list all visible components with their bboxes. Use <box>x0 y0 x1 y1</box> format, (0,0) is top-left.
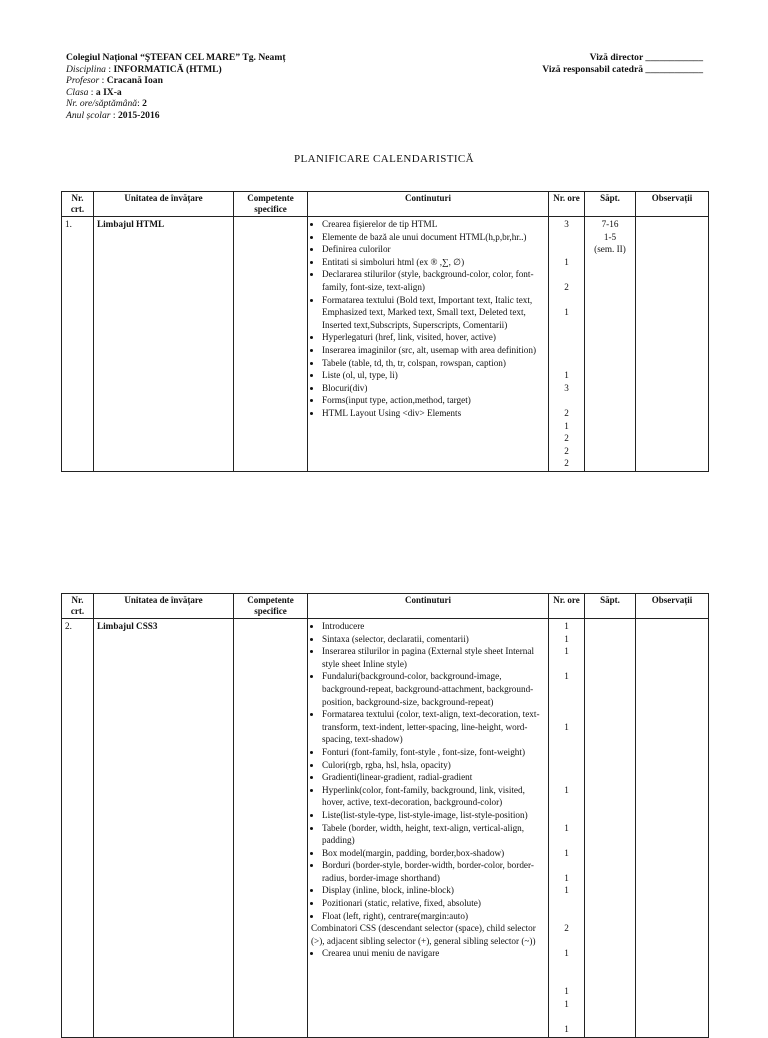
hours-label: Nr. ore/săptămână <box>66 98 138 110</box>
ore-value <box>549 973 584 986</box>
content-item: • Fonturi (font-family, font-style , font-size, font-weight) <box>322 746 545 759</box>
content-item: • Crearea fișierelor de tip HTML <box>322 218 545 231</box>
content-item: • Hyperlegaturi (href, link, visited, hover, active) <box>322 331 545 344</box>
sapt-line: (sem. II) <box>594 244 626 255</box>
ore-value <box>549 935 584 948</box>
ore-value <box>549 859 584 872</box>
teacher-value: Cracană Ioan <box>106 75 163 87</box>
year-value: 2015-2016 <box>117 109 160 121</box>
ore-value: 1 <box>564 1024 569 1034</box>
content-item: • Tabele (border, width, height, text-align, vertical-align, padding) <box>322 822 545 847</box>
planning-table-html <box>61 191 709 472</box>
ore-value: 2 <box>564 433 569 444</box>
row-comp <box>234 619 308 1038</box>
content-item: • Blocuri(div) <box>322 382 545 395</box>
sapt-line: 1-5 <box>603 231 617 242</box>
ore-value <box>549 771 584 784</box>
ore-value: 1 <box>564 948 569 959</box>
content-item: • Forms(input type, action,method, target) <box>322 394 545 407</box>
ore-value: 1 <box>564 646 569 657</box>
content-item: • Float (left, right), centrare(margin:auto) <box>322 910 545 923</box>
discipline-value: INFORMATICĂ (HTML) <box>113 63 222 75</box>
col-ore-header: Nr. ore <box>549 594 585 619</box>
content-item: • Liste (ol, ul, type, li) <box>322 369 545 382</box>
content-list <box>311 218 545 420</box>
ore-value: 1 <box>564 370 569 381</box>
ore-value <box>549 394 584 407</box>
ore-value: 1 <box>564 633 569 644</box>
ore-value <box>549 708 584 721</box>
planning-table-css <box>61 593 709 1038</box>
ore-value <box>549 231 584 244</box>
table-row <box>62 217 709 472</box>
ore-value: 1 <box>564 872 569 883</box>
visa-head: Viză responsabil catedră ____________ <box>542 63 703 75</box>
ore-value <box>549 796 584 809</box>
content-item: • Hyperlink(color, font-family, background, link, visited, hover, active, text-decoration, background-color) <box>322 784 545 809</box>
ore-value <box>549 834 584 847</box>
ore-value: 2 <box>564 923 569 934</box>
col-comp-header: Competente specifice <box>234 594 308 619</box>
ore-value: 1 <box>564 784 569 795</box>
row-obs <box>636 217 709 472</box>
ore-value <box>549 357 584 370</box>
document-header-right <box>542 52 703 75</box>
row-obs <box>636 619 709 1038</box>
row-ore <box>549 217 585 472</box>
ore-value: 1 <box>564 721 569 732</box>
ore-value: 2 <box>564 281 569 292</box>
ore-value: 2 <box>564 458 569 469</box>
ore-value <box>549 243 584 256</box>
table-row <box>62 619 709 1038</box>
col-unit-header: Unitatea de învățare <box>94 594 234 619</box>
ore-value: 3 <box>564 219 569 229</box>
sapt-line: 7-16 <box>601 219 619 229</box>
row-sapt <box>585 217 636 472</box>
ore-value <box>549 910 584 923</box>
content-item: • Declararea stilurilor (style, background-color, color, font-family, font-size, text-align) <box>322 268 545 293</box>
content-item: • Inserarea imaginilor (src, alt, usemap with area definition) <box>322 344 545 357</box>
ore-value: 1 <box>564 420 569 431</box>
col-obs-header: Observații <box>636 594 709 619</box>
ore-value: 2 <box>564 445 569 456</box>
col-nr-header: Nr. crt. <box>62 192 94 217</box>
class-label: Clasa <box>66 86 89 98</box>
hours-line: Nr. ore/săptămână: 2 <box>66 98 147 110</box>
content-item: • Definirea culorilor <box>322 243 545 256</box>
ore-value: 1 <box>564 671 569 682</box>
content-item: • Inserarea stilurilor in pagina (External style sheet Internal style sheet Inline style) <box>322 645 545 670</box>
hours-value: 2 <box>142 98 147 110</box>
ore-value: 1 <box>564 847 569 858</box>
content-item: • Crearea unui meniu de navigare <box>322 947 545 960</box>
school-name: Colegiul Național “ŞTEFAN CEL MARE” Tg. Neamț <box>66 52 286 63</box>
content-item: Combinatori CSS (descendant selector (space), child selector (>), adjacent sibling selector (+), general sibling selector (~)) <box>311 923 536 946</box>
col-unit-header: Unitatea de învățare <box>94 192 234 217</box>
content-item: • Display (inline, block, inline-block) <box>322 884 545 897</box>
ore-value <box>549 319 584 332</box>
discipline-line: Disciplina : INFORMATICĂ (HTML) <box>66 63 222 75</box>
content-item: • Gradienti(linear-gradient, radial-gradient <box>322 771 545 784</box>
year-label: Anul școlar <box>66 109 111 121</box>
col-cont-header: Continuturi <box>308 594 549 619</box>
content-item: • Introducere <box>322 620 545 633</box>
row-comp <box>234 217 308 472</box>
ore-value: 3 <box>564 382 569 393</box>
ore-value <box>549 759 584 772</box>
content-item: • Formatarea textului (color, text-align, text-decoration, text-transform, text-indent, letter-spacing, line-height, word-spacing, text-shadow) <box>322 708 545 746</box>
year-line: Anul școlar : 2015-2016 <box>66 109 160 121</box>
ore-value <box>549 809 584 822</box>
ore-value <box>549 897 584 910</box>
ore-value: 1 <box>564 621 569 631</box>
col-comp-header: Competente specifice <box>234 192 308 217</box>
content-item: • Pozitionari (static, relative, fixed, absolute) <box>322 897 545 910</box>
content-item: • Elemente de bază ale unui document HTML(h,p,br,hr..) <box>322 231 545 244</box>
col-obs-header: Observații <box>636 192 709 217</box>
teacher-label: Profesor <box>66 75 100 87</box>
content-item: • Sintaxa (selector, declaratii, comentarii) <box>322 633 545 646</box>
ore-value <box>549 696 584 709</box>
row-cont <box>308 217 549 472</box>
col-nr-header: Nr. crt. <box>62 594 94 619</box>
row-sapt <box>585 619 636 1038</box>
row-nr: 2. <box>62 619 94 1038</box>
col-sapt-header: Săpt. <box>585 594 636 619</box>
table-header-row <box>62 594 709 619</box>
visa-director: Viză director ____________ <box>589 52 703 63</box>
row-nr: 1. <box>62 217 94 472</box>
content-item: • Borduri (border-style, border-width, border-color, border-radius, border-image shorthand) <box>322 859 545 884</box>
ore-value <box>549 344 584 357</box>
ore-value: 1 <box>564 307 569 318</box>
content-item: • Formatarea textului (Bold text, Important text, Italic text, Emphasized text, Marked text, Small text, Deleted text, Inserted text,Subscripts, Superscripts, Comentarii) <box>322 294 545 332</box>
ore-value <box>549 733 584 746</box>
ore-value: 1 <box>564 256 569 267</box>
row-unit: Limbajul CSS3 <box>94 619 234 1038</box>
content-list <box>311 620 545 960</box>
content-item: • Culori(rgb, rgba, hsl, hsla, opacity) <box>322 759 545 772</box>
class-value: a IX-a <box>95 86 122 98</box>
ore-value: 1 <box>564 822 569 833</box>
class-line: Clasa : a IX-a <box>66 86 122 98</box>
ore-value <box>549 683 584 696</box>
ore-value <box>549 746 584 759</box>
content-item: • Liste(list-style-type, list-style-image, list-style-position) <box>322 809 545 822</box>
content-item: • Tabele (table, td, th, tr, colspan, rowspan, caption) <box>322 357 545 370</box>
content-item: • HTML Layout Using <div> Elements <box>322 407 545 420</box>
document-header-left <box>66 52 286 122</box>
row-cont <box>308 619 549 1038</box>
page-title: PLANIFICARE CALENDARISTICĂ <box>294 153 474 165</box>
ore-value <box>549 1010 584 1023</box>
col-cont-header: Continuturi <box>308 192 549 217</box>
col-sapt-header: Săpt. <box>585 192 636 217</box>
ore-value: 1 <box>564 885 569 896</box>
ore-value <box>549 268 584 281</box>
ore-value <box>549 658 584 671</box>
row-unit: Limbajul HTML <box>94 217 234 472</box>
row-ore <box>549 619 585 1038</box>
teacher-line: Profesor : Cracană Ioan <box>66 75 163 87</box>
ore-value: 1 <box>564 998 569 1009</box>
content-item: • Fundaluri(background-color, background-image, background-repeat, background-attachment, background-position, background-size, background-repeat) <box>322 670 545 708</box>
col-ore-header: Nr. ore <box>549 192 585 217</box>
discipline-label: Disciplina <box>66 63 106 75</box>
ore-value: 1 <box>564 986 569 997</box>
ore-value <box>549 960 584 973</box>
ore-value <box>549 331 584 344</box>
content-item: • Entitati si simboluri html (ex ® ,∑, ∅) <box>322 256 545 269</box>
content-item: • Box model(margin, padding, border,box-shadow) <box>322 847 545 860</box>
ore-value <box>549 294 584 307</box>
table-header-row <box>62 192 709 217</box>
ore-value: 2 <box>564 407 569 418</box>
